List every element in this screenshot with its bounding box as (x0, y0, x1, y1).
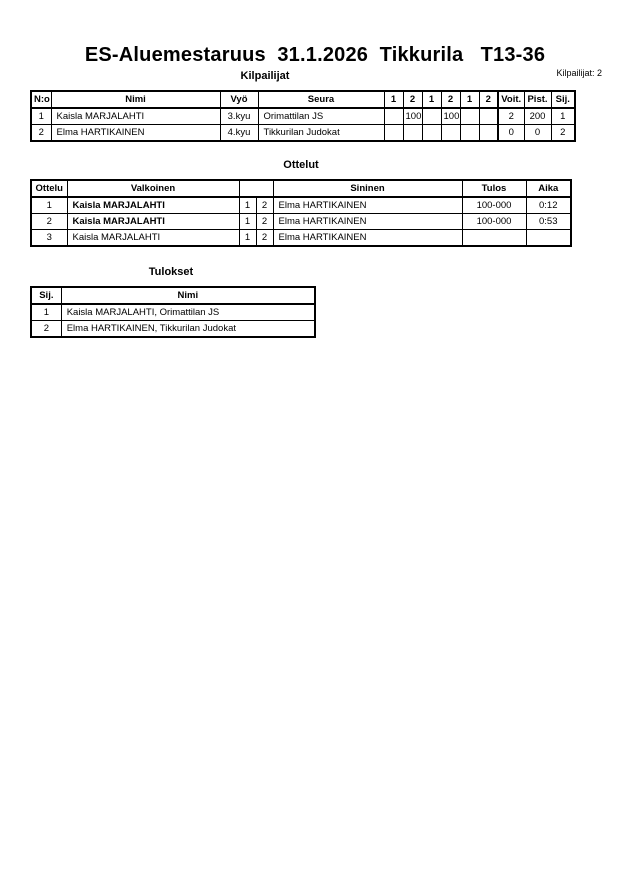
match-result: 100-000 (462, 214, 526, 230)
result-row (31, 304, 315, 321)
match-row (31, 214, 571, 230)
col-header: Pist. (524, 91, 551, 108)
participant-wins: 0 (498, 125, 524, 142)
match-score-cell (460, 125, 479, 142)
participant-club: Tikkurilan Judokat (258, 125, 384, 142)
col-header (239, 180, 256, 197)
result-name: Kaisla MARJALAHTI, Orimattilan JS (61, 304, 315, 321)
participants-table (30, 90, 576, 142)
document-title: ES-Aluemestaruus 31.1.2026 Tikkurila T13-36 (84, 44, 546, 66)
blue-competitor: Elma HARTIKAINEN (273, 214, 462, 230)
match-number: 2 (31, 214, 67, 230)
match-score-cell: 100 (403, 108, 422, 125)
white-marker: 1 (239, 197, 256, 214)
results-table (30, 286, 316, 338)
col-header: Vyö (220, 91, 258, 108)
col-header: Seura (258, 91, 384, 108)
white-competitor: Kaisla MARJALAHTI (67, 197, 239, 214)
match-score-cell (384, 108, 403, 125)
white-marker: 1 (239, 230, 256, 247)
col-header: Aika (526, 180, 571, 197)
match-score-cell (384, 125, 403, 142)
match-result: 100-000 (462, 197, 526, 214)
col-header: Sij. (551, 91, 575, 108)
col-header: Nimi (51, 91, 220, 108)
col-header: 2 (441, 91, 460, 108)
participant-points: 200 (524, 108, 551, 125)
col-header: Valkoinen (67, 180, 239, 197)
participant-row (31, 108, 575, 125)
match-result (462, 230, 526, 247)
col-header: Tulos (462, 180, 526, 197)
blue-marker: 2 (256, 230, 273, 247)
col-header: 1 (422, 91, 441, 108)
result-rank: 2 (31, 321, 61, 338)
match-score-cell (441, 125, 460, 142)
blue-competitor: Elma HARTIKAINEN (273, 197, 462, 214)
col-header (256, 180, 273, 197)
matches-table (30, 179, 572, 247)
participants-heading: Kilpailijat (240, 70, 290, 82)
match-score-cell (460, 108, 479, 125)
blue-marker: 2 (256, 197, 273, 214)
participant-count: Kilpailijat: 2 (556, 68, 602, 78)
white-competitor: Kaisla MARJALAHTI (67, 230, 239, 247)
participant-belt: 3.kyu (220, 108, 258, 125)
match-score-cell: 100 (441, 108, 460, 125)
results-header-row (31, 287, 315, 304)
match-score-cell (479, 125, 498, 142)
match-time (526, 230, 571, 247)
match-time: 0:12 (526, 197, 571, 214)
matches-heading: Ottelut (283, 159, 319, 171)
participant-rank: 1 (551, 108, 575, 125)
result-name: Elma HARTIKAINEN, Tikkurilan Judokat (61, 321, 315, 338)
blue-marker: 2 (256, 214, 273, 230)
blue-competitor: Elma HARTIKAINEN (273, 230, 462, 247)
participant-name: Kaisla MARJALAHTI (51, 108, 220, 125)
match-number: 3 (31, 230, 67, 247)
participant-row (31, 125, 575, 142)
match-score-cell (479, 108, 498, 125)
participant-points: 0 (524, 125, 551, 142)
col-header: 2 (403, 91, 422, 108)
matches-header-row (31, 180, 571, 197)
participants-header-row (31, 91, 575, 108)
participant-wins: 2 (498, 108, 524, 125)
participant-club: Orimattilan JS (258, 108, 384, 125)
result-row (31, 321, 315, 338)
match-score-cell (422, 108, 441, 125)
participant-number: 2 (31, 125, 51, 142)
match-row (31, 197, 571, 214)
white-marker: 1 (239, 214, 256, 230)
result-rank: 1 (31, 304, 61, 321)
match-row (31, 230, 571, 247)
col-header: 2 (479, 91, 498, 108)
participant-number: 1 (31, 108, 51, 125)
match-score-cell (422, 125, 441, 142)
white-competitor: Kaisla MARJALAHTI (67, 214, 239, 230)
col-header: Sij. (31, 287, 61, 304)
results-heading: Tulokset (148, 266, 194, 278)
match-score-cell (403, 125, 422, 142)
col-header: 1 (384, 91, 403, 108)
participant-rank: 2 (551, 125, 575, 142)
col-header: Nimi (61, 287, 315, 304)
participant-name: Elma HARTIKAINEN (51, 125, 220, 142)
col-header: N:o (31, 91, 51, 108)
participant-belt: 4.kyu (220, 125, 258, 142)
col-header: Ottelu (31, 180, 67, 197)
match-time: 0:53 (526, 214, 571, 230)
col-header: Sininen (273, 180, 462, 197)
match-number: 1 (31, 197, 67, 214)
col-header: Voit. (498, 91, 524, 108)
col-header: 1 (460, 91, 479, 108)
